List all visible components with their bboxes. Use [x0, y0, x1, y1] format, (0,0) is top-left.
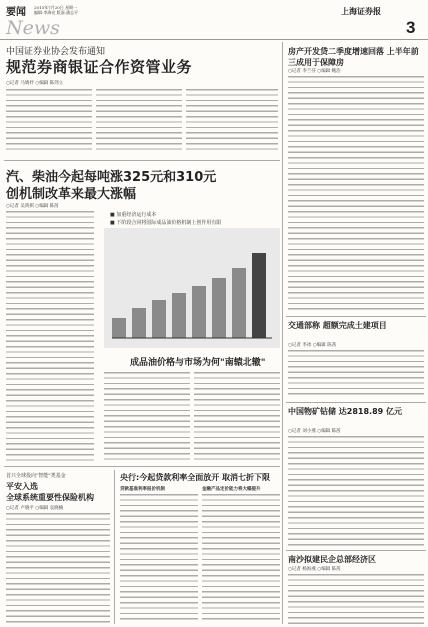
story5-headline: 央行:今起贷款利率全面放开 取消七折下限 [120, 473, 270, 482]
story2-byline: ○记者 吴鸿祺 ○编辑 陈茜 [6, 204, 59, 209]
story4-kicker: 首只全球投向"智能"类基金 [6, 473, 66, 479]
story5-sub-left: 贷款基准利率报价机制 [120, 487, 165, 492]
chart-bar [112, 318, 126, 338]
column-rule [114, 470, 115, 624]
page-number: 3 [406, 18, 416, 37]
chart-graphic [104, 228, 280, 348]
right-story4-byline: ○记者 杨海燕 ○编辑 陈茜 [288, 567, 341, 572]
news-label: News [6, 17, 60, 39]
section-label: 要闻 [6, 7, 26, 18]
right-story1-headline: 房产开发贷二季度增速回落 上半年前三成用于保障房 [288, 47, 419, 67]
lead-body-col2 [96, 89, 182, 153]
chart-bar [152, 300, 166, 338]
story5-sub-right: 金融产品定价能力将大幅提升 [202, 487, 261, 492]
story3-body-col2 [194, 372, 280, 462]
story3-body-col1 [104, 372, 190, 462]
story2-headline-line2: 创机制改革来最大涨幅 [6, 187, 137, 202]
chart-bar [212, 278, 226, 338]
section-divider [286, 316, 426, 317]
section-divider [286, 402, 426, 403]
story4-headline-line2: 全球系统重要性保险机构 [6, 493, 94, 502]
story5-body-col2 [202, 494, 280, 623]
chart-legend-1-text: 加重经济运行成本 [116, 212, 157, 218]
story2-body [6, 211, 94, 461]
lead-byline: ○记者 马婧妤 ○编辑 陈剑立 [6, 81, 64, 86]
right-story1-byline: ○记者 李兰芬 ○编辑 鲍浩 [288, 69, 341, 74]
chart-bar [232, 268, 246, 338]
lead-headline: 规范券商银证合作资管业务 [6, 58, 193, 76]
right-story3-headline: 中国物矿钻储 达2818.89 亿元 [288, 407, 403, 416]
right-story2-byline: ○记者 李冰 ○编辑 陈茜 [288, 343, 337, 348]
paper-name: 上海证券报 [341, 6, 381, 16]
chart-bar [252, 253, 266, 338]
column-rule [282, 42, 283, 624]
editor-line: 编辑:李海亮 版面:潘志平 [34, 10, 78, 15]
issue-date: 2015年7月20日 星期一 [34, 5, 78, 10]
section-divider [4, 466, 280, 467]
right-story1-body [288, 76, 424, 312]
chart-bar [172, 293, 186, 338]
section-divider [286, 550, 426, 551]
right-story2-headline: 交通部称 超额完成土建项目 [288, 321, 387, 330]
right-story4-body [288, 574, 424, 624]
story4-body [6, 513, 110, 623]
story2-headline-line1: 汽、柴油今起每吨涨325元和310元 [6, 170, 217, 185]
story5-body-col1 [120, 494, 198, 623]
story3-headline: 成品油价格与市场为何"南辕北辙" [130, 358, 266, 368]
right-story4-headline: 南沙拟建民企总部经济区 [288, 555, 376, 564]
chart-bar [192, 286, 206, 338]
chart-legend-2-text: 下阶段合同将国际成品油价格机制上创作用有限 [116, 220, 222, 226]
lead-body-col3 [186, 89, 278, 153]
right-story2-body [288, 350, 424, 398]
story4-byline: ○记者 卢晓平 ○编辑 袁晓楠 [6, 506, 64, 511]
lead-kicker: 中国证券业协会发布通知 [6, 47, 106, 57]
masthead [0, 0, 428, 40]
chart-legend-1: ■ 加重经济运行成本 [110, 212, 157, 218]
right-story3-byline: ○记者 刘小燕 ○编辑 陈茜 [288, 429, 341, 434]
story4-headline-line1: 平安入选 [6, 482, 38, 491]
chart-legend-2: ■ 下阶段合同将国际成品油价格机制上创作用有限 [110, 220, 222, 226]
right-story3-body [288, 436, 424, 546]
section-divider [4, 160, 280, 161]
lead-body-col1 [6, 89, 92, 153]
chart-bar [132, 308, 146, 338]
